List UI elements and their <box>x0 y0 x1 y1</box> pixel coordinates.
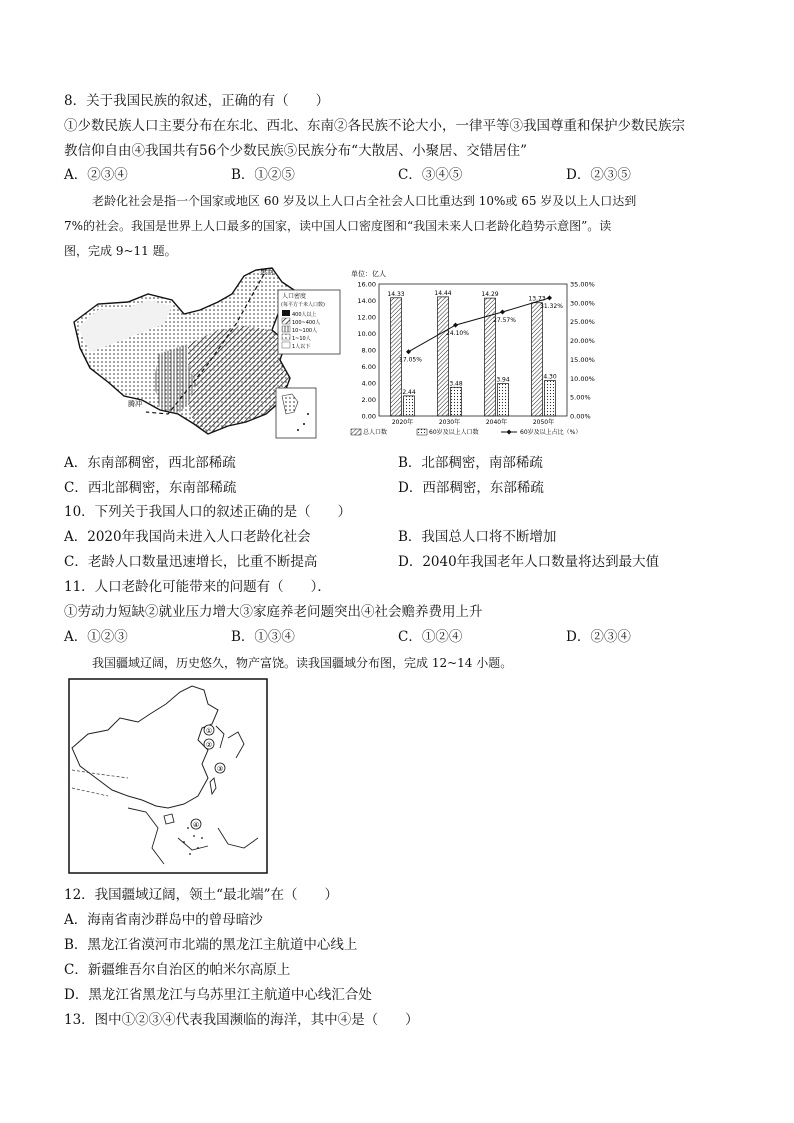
q13-stem: 13．图中①②③④代表我国濒临的海洋，其中④是（ ） <box>64 1012 419 1028</box>
bar-elderly-population-label: 3.94 <box>496 376 510 384</box>
legend-swatch-elderly <box>417 429 427 435</box>
legend-swatch-total <box>351 429 361 435</box>
sea-marker-1-label: ① <box>205 727 213 735</box>
y-left-tick-label: 6.00 <box>361 363 376 371</box>
legend-label-elderly: 60岁及以上人口数 <box>429 429 479 436</box>
y-left-tick-label: 14.00 <box>357 297 376 305</box>
legend-swatch-1 <box>282 310 290 316</box>
q11-option-b[interactable]: B．①③④ <box>231 629 295 645</box>
y-left-tick-label: 0.00 <box>361 412 376 421</box>
y-right-tick-label: 10.00% <box>570 374 595 383</box>
aging-trend-chart <box>345 266 603 444</box>
bar-elderly-population-label: 3.48 <box>449 380 463 388</box>
q12-stem: 12．我国疆域辽阔，领土“最北端”在（ ） <box>64 887 338 903</box>
sea-marker-4-label: ④ <box>192 821 200 829</box>
map1-legend-item: 1人以下 <box>292 344 311 350</box>
map1-legend-item: 400人以上 <box>292 312 317 318</box>
q12-option-b[interactable]: B．黑龙江省漠河市北端的黑龙江主航道中心线上 <box>64 937 358 953</box>
map1-legend-unit: (每平方千米人口数) <box>281 302 325 308</box>
legend-label-total: 总人口数 <box>363 429 388 436</box>
bar-total-population-label: 14.33 <box>387 290 405 298</box>
y-right-tick-label: 5.00% <box>570 393 591 402</box>
y-left-tick-label: 12.00 <box>357 313 376 322</box>
q9-option-a[interactable]: A．东南部稠密，西北部稀疏 <box>64 455 236 471</box>
map1-legend-item: 100~400人 <box>292 320 321 326</box>
q12-option-a[interactable]: A．海南省南沙群岛中的曾母暗沙 <box>64 912 263 928</box>
territory-map-frame <box>69 679 267 873</box>
intro9-line1: 老龄化社会是指一个国家或地区 60 岁及以上人口占全社会人口比重达到 10%或 65 岁及以上人口达到 <box>92 194 637 208</box>
q11-stem: 11．人口老龄化可能带来的问题有（ ）． <box>64 579 331 595</box>
chart-unit-label: 单位：亿人 <box>351 270 386 278</box>
y-right-tick-label: 15.00% <box>570 355 595 364</box>
south-china-sea-inset <box>276 388 316 438</box>
map1-legend-item: 1~10人 <box>292 336 311 342</box>
q9-option-d[interactable]: D．西部稠密，东部稀疏 <box>398 480 544 496</box>
x-tick-label: 2030年 <box>438 419 461 426</box>
q9-option-b[interactable]: B．北部稠密，南部稀疏 <box>398 455 543 471</box>
bar-total-population-label: 14.29 <box>481 291 499 299</box>
city-label-heihe: 黑河 <box>260 268 274 276</box>
legend-swatch-4 <box>282 334 290 340</box>
bar-total-population-label: 13.73 <box>528 295 546 303</box>
y-left-tick-label: 16.00 <box>357 280 376 289</box>
q11-option-a[interactable]: A．①②③ <box>64 629 128 645</box>
q12-option-c[interactable]: C．新疆维吾尔自治区的帕米尔高原上 <box>64 962 291 978</box>
elderly-share-label: 24.10% <box>446 330 469 338</box>
legend-swatch-2 <box>282 318 290 324</box>
bar-elderly-population <box>404 396 415 416</box>
territory-map <box>68 678 268 874</box>
q11-option-c[interactable]: C．①②④ <box>398 629 463 645</box>
y-left-tick-label: 8.00 <box>361 346 376 355</box>
bar-elderly-population <box>451 387 462 416</box>
map1-legend-title: 人口密度 <box>282 293 307 300</box>
q8-statements: ①少数民族人口主要分布在东北、西北、东南②各民族不论大小，一律平等③我国尊重和保护少数民族宗 <box>64 118 685 134</box>
q11-option-d[interactable]: D．②③④ <box>566 629 631 645</box>
elderly-share-label: 27.57% <box>493 317 516 325</box>
intro12-line1: 我国疆域辽阔，历史悠久，物产富饶。读我国疆域分布图，完成 12~14 小题。 <box>92 656 513 670</box>
intro9-line2: 7%的社会。我国是世界上人口最多的国家，读中国人口密度图和“我国未来人口老龄化趋势示意图”。读 <box>64 219 612 233</box>
y-left-tick-label: 2.00 <box>361 396 376 404</box>
city-label-tengchong: 腾冲 <box>128 400 142 408</box>
y-left-tick-label: 4.00 <box>361 379 376 388</box>
bar-elderly-population <box>545 381 556 416</box>
bar-elderly-population-label: 4.30 <box>543 373 557 381</box>
q9-option-c[interactable]: C．西北部稠密，东南部稀疏 <box>64 480 237 496</box>
x-tick-label: 2050年 <box>532 419 555 426</box>
y-right-tick-label: 25.00% <box>570 318 595 327</box>
population-density-map <box>68 264 346 444</box>
q10-stem: 10．下列关于我国人口的叙述正确的是（ ） <box>64 504 352 520</box>
bar-total-population-label: 14.44 <box>434 289 452 297</box>
bar-total-population <box>438 297 449 416</box>
q8-option-b[interactable]: B．①②⑤ <box>231 167 295 183</box>
q8-option-a[interactable]: A．②③④ <box>64 167 128 183</box>
q8-statements-2: 教信仰自由④我国共有56个少数民族⑤民族分布“大散居、小聚居、交错居住” <box>64 143 527 159</box>
legend-label-share: 60岁及以上占比（%） <box>520 429 582 436</box>
elderly-share-label: 31.32% <box>540 302 563 310</box>
y-right-tick-label: 30.00% <box>570 299 595 308</box>
y-right-tick-label: 35.00% <box>570 280 595 289</box>
q10-option-d[interactable]: D．2040年我国老年人口数量将达到最大值 <box>398 554 660 570</box>
legend-swatch-5 <box>282 342 290 348</box>
legend-swatch-3 <box>282 326 290 332</box>
q8-option-c[interactable]: C．③④⑤ <box>398 167 463 183</box>
q12-option-d[interactable]: D．黑龙江省黑龙江与乌苏里江主航道中心线汇合处 <box>64 987 372 1003</box>
sea-marker-2-label: ② <box>205 741 213 749</box>
q8-stem: 8．关于我国民族的叙述，正确的有（ ） <box>64 93 330 109</box>
sea-marker-3-label: ③ <box>216 765 224 773</box>
x-tick-label: 2020年 <box>391 419 414 426</box>
y-right-tick-label: 20.00% <box>570 337 595 346</box>
q10-option-a[interactable]: A．2020年我国尚未进入人口老龄化社会 <box>64 529 311 545</box>
q8-option-d[interactable]: D．②③⑤ <box>566 167 631 183</box>
elderly-share-label: 17.05% <box>399 356 422 364</box>
x-tick-label: 2040年 <box>485 419 508 426</box>
bar-total-population <box>532 303 543 416</box>
intro9-line3: 图，完成 9~11 题。 <box>64 244 177 258</box>
bar-elderly-population <box>498 383 509 416</box>
y-left-tick-label: 10.00 <box>357 330 376 338</box>
bar-elderly-population-label: 2.44 <box>402 388 416 396</box>
q10-option-c[interactable]: C．老龄人口数量迅速增长，比重不断提高 <box>64 554 318 570</box>
y-right-tick-label: 0.00% <box>570 412 591 421</box>
map1-legend-item: 10~100人 <box>292 328 318 334</box>
q10-option-b[interactable]: B．我国总人口将不断增加 <box>398 529 557 545</box>
q11-statements: ①劳动力短缺②就业压力增大③家庭养老问题突出④社会赡养费用上升 <box>64 604 483 620</box>
